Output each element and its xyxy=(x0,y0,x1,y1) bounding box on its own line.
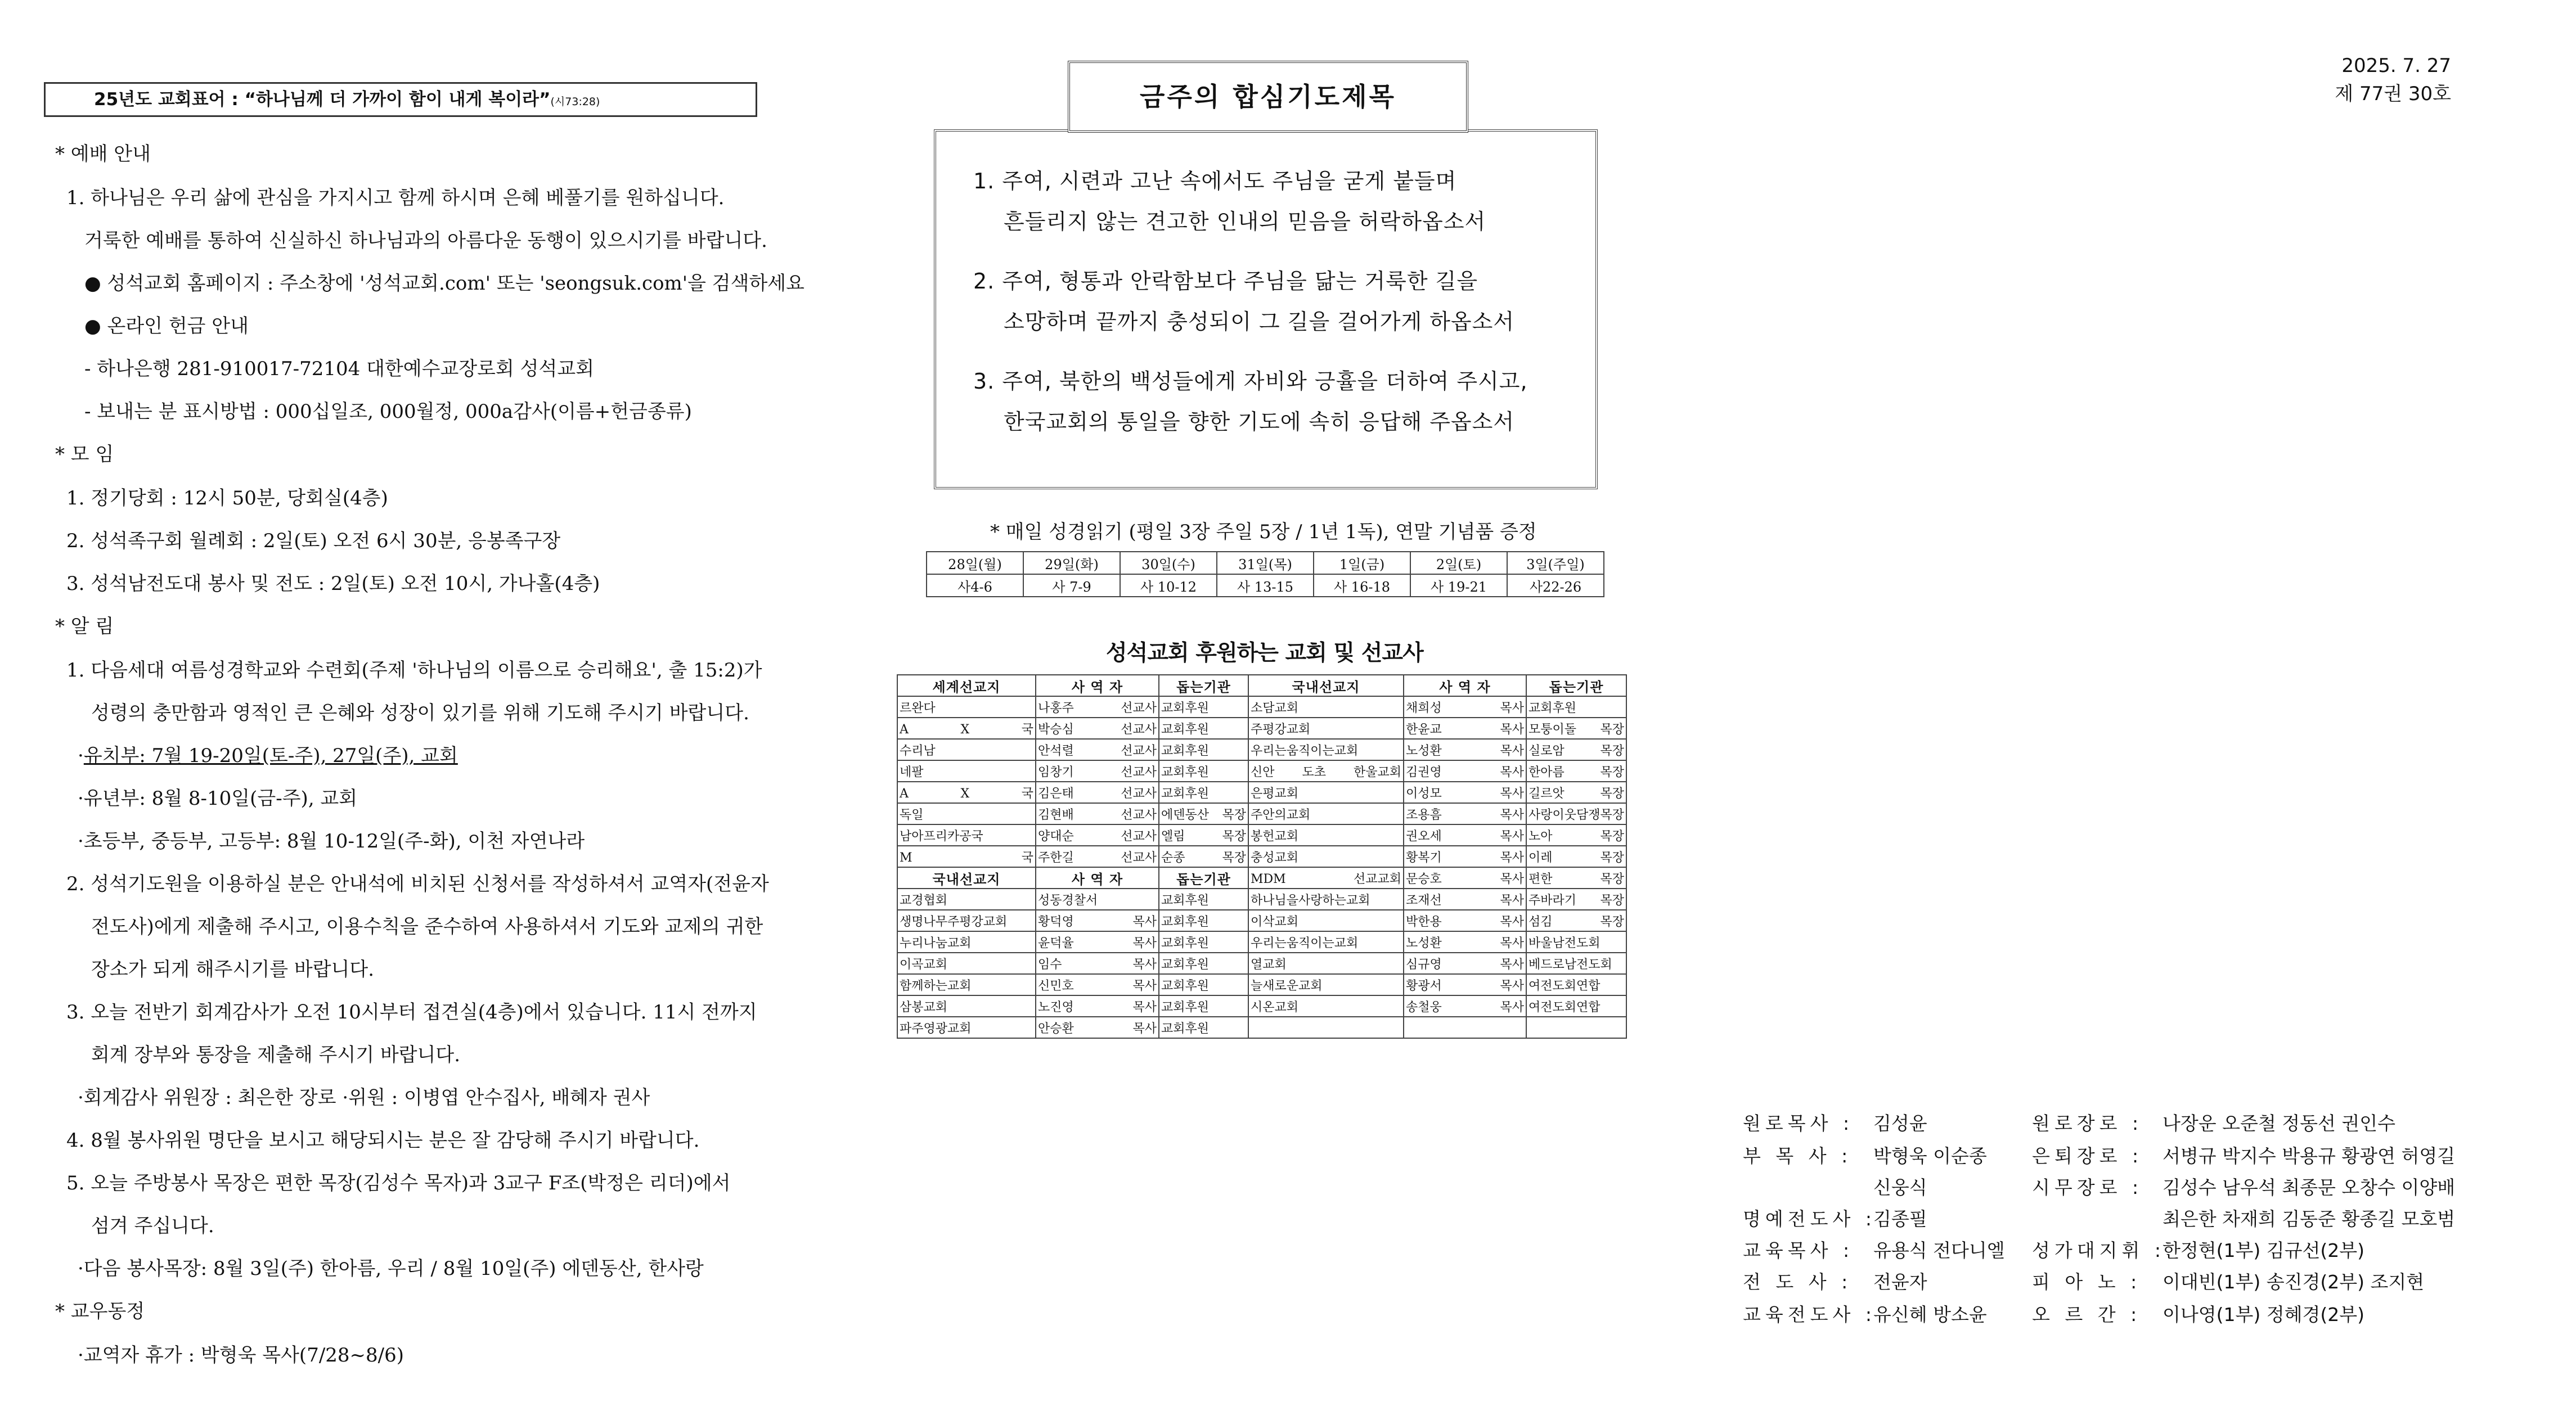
table-cell: 조재선 목사 xyxy=(1404,889,1526,910)
table-row xyxy=(897,889,1626,910)
staff-role: 명예전도사 : xyxy=(1743,1208,1876,1230)
table-cell: 순종 목장 xyxy=(1159,846,1248,867)
table-cell: 교회후원 xyxy=(1159,910,1248,931)
table-cell: 주한길 선교사 xyxy=(1036,846,1159,867)
prayer-line: 2. 주여, 형통과 안락함보다 주님을 닮는 거룩한 길을 xyxy=(973,269,1478,294)
table-row xyxy=(897,846,1626,867)
bible-reading-table xyxy=(926,551,1604,597)
staff-row xyxy=(1743,1236,2005,1263)
table-cell: A X 국 xyxy=(897,782,1036,803)
prayer-box xyxy=(934,129,1598,489)
table-cell: 돕는기관 xyxy=(1159,867,1248,889)
table-cell: 노성환 목사 xyxy=(1404,931,1526,953)
reading-chapter: 사 7-9 xyxy=(1023,574,1120,597)
table-row xyxy=(897,803,1626,824)
table-cell: 주바라기 목장 xyxy=(1526,889,1626,910)
worship-line: 1. 하나님은 우리 삶에 관심을 가지시고 함께 하시며 은혜 베풀기를 원하십니다. xyxy=(66,187,725,209)
reading-chapter: 사22-26 xyxy=(1507,574,1604,597)
prayer-title: 금주의 합심기도제목 xyxy=(1068,61,1468,133)
date-info xyxy=(2335,52,2451,108)
table-cell: 이성모 목사 xyxy=(1404,782,1526,803)
table-cell: 우리는움직이는교회 xyxy=(1248,931,1404,953)
reading-chapter: 사 10-12 xyxy=(1120,574,1217,597)
online-offering-title: ● 온라인 헌금 안내 xyxy=(84,315,249,337)
staff-row xyxy=(2032,1205,2455,1231)
staff-role: 교육목사 : xyxy=(1743,1239,1854,1261)
notice-line: 4. 8월 봉사위원 명단을 보시고 해당되시는 분은 잘 감당해 주시기 바랍니다. xyxy=(66,1129,700,1152)
reading-chapters-row xyxy=(927,574,1604,597)
table-row xyxy=(897,953,1626,974)
staff-row xyxy=(2032,1236,2364,1263)
table-cell: 채희성 목사 xyxy=(1404,696,1526,718)
table-cell: 노성환 목사 xyxy=(1404,739,1526,760)
table-cell: 생명나무주평강교회 xyxy=(897,910,1036,931)
table-cell: 박승심 선교사 xyxy=(1036,718,1159,739)
notice-line: 2. 성석기도원을 이용하실 분은 안내석에 비치된 신청서를 작성하셔서 교역자(전윤자 xyxy=(66,873,769,895)
staff-names: 한정현(1부) 김규선(2부) xyxy=(2163,1239,2365,1261)
table-cell: 여전도회연합 xyxy=(1526,995,1626,1017)
prayer-line: 3. 주여, 북한의 백성들에게 자비와 긍휼을 더하여 주시고, xyxy=(973,369,1528,394)
notice-line: 전도사)에게 제출해 주시고, 이용수칙을 준수하여 사용하셔서 기도와 교제의 귀한 xyxy=(91,916,763,938)
table-cell: 누리나눔교회 xyxy=(897,931,1036,953)
table-cell: 수리남 xyxy=(897,739,1036,760)
worship-section-title: * 예배 안내 xyxy=(55,143,151,165)
meeting-item: 2. 성석족구회 월례회 : 2일(토) 오전 6시 30분, 응봉족구장 xyxy=(66,530,561,552)
staff-names: 신웅식 xyxy=(1873,1176,1927,1198)
reading-day: 2일(토) xyxy=(1410,552,1507,574)
staff-role: 은퇴장로 : xyxy=(2032,1145,2143,1167)
table-cell: 황덕영 목사 xyxy=(1036,910,1159,931)
notice-line: 3. 오늘 전반기 회계감사가 오전 10시부터 접견실(4층)에서 있습니다. 11시 전까지 xyxy=(66,1001,757,1024)
table-cell: 실로암 목장 xyxy=(1526,739,1626,760)
table-cell: 김현배 선교사 xyxy=(1036,803,1159,824)
table-cell: 김은태 선교사 xyxy=(1036,782,1159,803)
table-cell: 교회후원 xyxy=(1159,995,1248,1017)
reading-days-row xyxy=(927,552,1604,574)
staff-names: 전윤자 xyxy=(1873,1271,1927,1293)
table-row xyxy=(897,760,1626,782)
reading-chapter: 사 16-18 xyxy=(1314,574,1410,597)
table-cell xyxy=(1404,1017,1526,1038)
prayer-line: 한국교회의 통일을 향한 기도에 속히 응답해 주옵소서 xyxy=(1004,409,1515,434)
table-cell: 임수 목사 xyxy=(1036,953,1159,974)
header-cell: 돕는기관 xyxy=(1159,675,1248,696)
table-cell: 함께하는교회 xyxy=(897,974,1036,995)
reading-chapter: 사 19-21 xyxy=(1410,574,1507,597)
staff-role: 교육전도사 : xyxy=(1743,1304,1876,1326)
notice-line: 장소가 되게 해주시기를 바랍니다. xyxy=(91,958,375,981)
staff-names: 유용식 전다니엘 xyxy=(1873,1239,2005,1261)
header-cell: 사 역 자 xyxy=(1036,675,1159,696)
table-cell: 주안의교회 xyxy=(1248,803,1404,824)
staff-role: 시무장로 : xyxy=(2032,1176,2143,1198)
staff-role: 오 르 간 : xyxy=(2032,1304,2142,1326)
staff-names: 김성수 남우석 최종문 오창수 이양배 xyxy=(2163,1176,2456,1198)
table-cell: 권오세 목사 xyxy=(1404,824,1526,846)
table-cell: 남아프리카공국 xyxy=(897,824,1036,846)
news-item: ·교역자 휴가 : 박형욱 목사(7/28~8/6) xyxy=(78,1344,404,1367)
table-cell: 열교회 xyxy=(1248,953,1404,974)
table-row xyxy=(897,739,1626,760)
staff-row xyxy=(1743,1300,1987,1327)
notice-line: 회계 장부와 통장을 제출해 주시기 바랍니다. xyxy=(91,1044,461,1066)
mission-support-table xyxy=(897,674,1627,1039)
bulletin-date: 2025. 7. 27 xyxy=(2341,55,2451,77)
table-cell: 안석렬 선교사 xyxy=(1036,739,1159,760)
staff-role: 원로목사 : xyxy=(1743,1112,1854,1134)
church-motto xyxy=(44,82,757,117)
table-cell xyxy=(1526,1017,1626,1038)
homepage-info: ● 성석교회 홈페이지 : 주소창에 '성석교회.com' 또는 'seongsuk.com'을 검색하세요 xyxy=(84,272,804,295)
table-cell: 이곡교회 xyxy=(897,953,1036,974)
notice-line: 5. 오늘 주방봉사 목장은 편한 목장(김성수 목자)과 3교구 F조(박정은 리더)에서 xyxy=(66,1172,731,1194)
table-cell: 편한 목장 xyxy=(1526,867,1626,889)
table-cell: M 국 xyxy=(897,846,1036,867)
table-row xyxy=(897,974,1626,995)
reading-day: 28일(월) xyxy=(927,552,1023,574)
table-cell: 교회후원 xyxy=(1159,1017,1248,1038)
staff-role: 전 도 사 : xyxy=(1743,1271,1853,1293)
header-cell: 국내선교지 xyxy=(1248,675,1404,696)
table-cell: 충성교회 xyxy=(1248,846,1404,867)
table-cell: 하나님을사랑하는교회 xyxy=(1248,889,1404,910)
table-cell: 모퉁이돌 목장 xyxy=(1526,718,1626,739)
table-cell: 조용흠 목사 xyxy=(1404,803,1526,824)
table-cell: 교회후원 xyxy=(1159,974,1248,995)
staff-names: 유신혜 방소윤 xyxy=(1873,1304,1987,1326)
notice-line xyxy=(55,734,803,777)
table-row xyxy=(897,910,1626,931)
table-cell: 임창기 선교사 xyxy=(1036,760,1159,782)
table-cell: 나홍주 선교사 xyxy=(1036,696,1159,718)
motto-reference: (시73:28) xyxy=(550,96,600,108)
table-cell: 늘새로운교회 xyxy=(1248,974,1404,995)
notice-line: ·초등부, 중등부, 고등부: 8월 10-12일(주-화), 이천 자연나라 xyxy=(78,830,585,853)
prayer-item xyxy=(973,261,1595,342)
staff-row xyxy=(2032,1109,2395,1135)
meeting-item: 1. 정기당회 : 12시 50분, 당회실(4층) xyxy=(66,487,388,510)
table-cell: 신민호 목사 xyxy=(1036,974,1159,995)
table-row xyxy=(897,718,1626,739)
table-cell: 여전도회연합 xyxy=(1526,974,1626,995)
reading-chapter: 사4-6 xyxy=(927,574,1023,597)
staff-names: 김종필 xyxy=(1873,1208,1927,1230)
staff-row xyxy=(1743,1109,1927,1135)
table-cell: 성동경찰서 xyxy=(1036,889,1159,910)
staff-row xyxy=(1743,1205,1927,1231)
reading-day: 3일(주일) xyxy=(1507,552,1604,574)
table-cell: 주평강교회 xyxy=(1248,718,1404,739)
prayer-line: 소망하며 끝까지 충성되이 그 길을 걸어가게 하옵소서 xyxy=(1004,309,1515,334)
staff-names: 최은한 차재희 김동준 황종길 모호범 xyxy=(2163,1208,2456,1230)
table-cell: 황복기 목사 xyxy=(1404,846,1526,867)
reading-day: 29일(화) xyxy=(1023,552,1120,574)
table-cell: 교경협회 xyxy=(897,889,1036,910)
table-cell: 에덴동산 목장 xyxy=(1159,803,1248,824)
table-cell: 신안 도초 한울교회 xyxy=(1248,760,1404,782)
table-cell: 문승호 목사 xyxy=(1404,867,1526,889)
table-cell: 엘림 목장 xyxy=(1159,824,1248,846)
prayer-item xyxy=(973,361,1595,442)
staff-role: 원로장로 : xyxy=(2032,1112,2143,1134)
reading-chapter: 사 13-15 xyxy=(1217,574,1314,597)
table-cell: 삼봉교회 xyxy=(897,995,1036,1017)
notice-line: ·다음 봉사목장: 8월 3일(주) 한아름, 우리 / 8월 10일(주) 에덴동산, 한사랑 xyxy=(78,1257,704,1280)
reading-day: 1일(금) xyxy=(1314,552,1410,574)
table-cell: 바울남전도회 xyxy=(1526,931,1626,953)
table-cell: 사 역 자 xyxy=(1036,867,1159,889)
table-cell: 한아름 목장 xyxy=(1526,760,1626,782)
staff-row xyxy=(1743,1173,1927,1200)
table-cell: 베드로남전도회 xyxy=(1526,953,1626,974)
notice-line: ·회계감사 위원장 : 최은한 장로 ·위원 : 이병엽 안수집사, 배혜자 권사 xyxy=(78,1087,650,1109)
table-cell: 한윤교 목사 xyxy=(1404,718,1526,739)
staff-names: 서병규 박지수 박용규 황광연 허영길 xyxy=(2163,1145,2456,1167)
reading-day: 31일(목) xyxy=(1217,552,1314,574)
notice-line: 성령의 충만함과 영적인 큰 은혜와 성장이 있기를 위해 기도해 주시기 바랍니다. xyxy=(91,702,749,724)
staff-row xyxy=(2032,1300,2364,1327)
table-cell: 교회후원 xyxy=(1159,760,1248,782)
sender-format: - 보내는 분 표시방법 : 000십일조, 000월정, 000a감사(이름+헌금종류) xyxy=(84,400,692,423)
staff-role: 부 목 사 : xyxy=(1743,1145,1853,1167)
table-cell: 이삭교회 xyxy=(1248,910,1404,931)
staff-names: 박형욱 이순종 xyxy=(1873,1145,1987,1167)
table-cell: 이레 목장 xyxy=(1526,846,1626,867)
header-cell: 사 역 자 xyxy=(1404,675,1526,696)
table-cell: 교회후원 xyxy=(1159,889,1248,910)
table-cell: 양대순 선교사 xyxy=(1036,824,1159,846)
table-cell: A X 국 xyxy=(897,718,1036,739)
bulletin-volume: 제 77권 30호 xyxy=(2335,83,2451,105)
table-cell: 르완다 xyxy=(897,696,1036,718)
motto-text: 25년도 교회표어 : “하나님께 더 가까이 함이 내게 복이라” xyxy=(94,89,551,110)
staff-names: 김성윤 xyxy=(1873,1112,1927,1134)
prayer-item xyxy=(973,161,1595,242)
table-cell: 박한용 목사 xyxy=(1404,910,1526,931)
staff-names: 나장운 오준철 정동선 권인수 xyxy=(2163,1112,2396,1134)
staff-row xyxy=(1743,1268,1927,1294)
table-cell: 송철웅 목사 xyxy=(1404,995,1526,1017)
table-cell: 봉헌교회 xyxy=(1248,824,1404,846)
table-row xyxy=(897,1017,1626,1038)
table-cell: 김권영 목사 xyxy=(1404,760,1526,782)
staff-names: 이대빈(1부) 송진경(2부) 조지현 xyxy=(2163,1271,2425,1293)
table-cell: 황광서 목사 xyxy=(1404,974,1526,995)
kindergarten-schedule: 유치부: 7월 19-20일(토-주), 27일(주), 교회 xyxy=(83,745,458,767)
table-cell: 교회후원 xyxy=(1159,718,1248,739)
notice-line: ·유년부: 8월 8-10일(금-주), 교회 xyxy=(78,787,358,810)
table-row xyxy=(897,782,1626,803)
table-cell: 윤덕율 목사 xyxy=(1036,931,1159,953)
table-row xyxy=(897,824,1626,846)
bullet: · xyxy=(78,745,84,767)
table-cell: 교회후원 xyxy=(1159,739,1248,760)
table-cell: 파주영광교회 xyxy=(897,1017,1036,1038)
staff-row xyxy=(1743,1142,1987,1168)
prayer-line: 1. 주여, 시련과 고난 속에서도 주님을 굳게 붙들며 xyxy=(973,169,1457,193)
meeting-item: 3. 성석남전도대 봉사 및 전도 : 2일(토) 오전 10시, 가나홀(4층) xyxy=(66,572,600,595)
announcements xyxy=(55,133,803,1377)
support-title: 성석교회 후원하는 교회 및 선교사 xyxy=(1106,641,1423,666)
reading-day: 30일(수) xyxy=(1120,552,1217,574)
news-section-title: * 교우동정 xyxy=(55,1300,145,1323)
table-cell: 길르앗 목장 xyxy=(1526,782,1626,803)
staff-row xyxy=(2032,1268,2424,1294)
table-row xyxy=(897,995,1626,1017)
notice-line: 1. 다음세대 여름성경학교와 수련회(주제 '하나님의 이름으로 승리해요', 출 15:2)가 xyxy=(66,659,762,682)
table-cell: 시온교회 xyxy=(1248,995,1404,1017)
table-cell: 교회후원 xyxy=(1159,953,1248,974)
table-cell: 안승환 목사 xyxy=(1036,1017,1159,1038)
table-cell: 노진영 목사 xyxy=(1036,995,1159,1017)
table-cell: 우리는움직이는교회 xyxy=(1248,739,1404,760)
staff-role: 성가대지휘 : xyxy=(2032,1239,2165,1261)
header-cell: 돕는기관 xyxy=(1526,675,1626,696)
worship-line: 거룩한 예배를 통하여 신실하신 하나님과의 아름다운 동행이 있으시기를 바랍니다. xyxy=(84,229,767,252)
table-cell: 교회후원 xyxy=(1159,782,1248,803)
table-cell: 교회후원 xyxy=(1159,696,1248,718)
table-header-row xyxy=(897,675,1626,696)
table-cell: 교회후원 xyxy=(1159,931,1248,953)
staff-names: 이나영(1부) 정혜경(2부) xyxy=(2163,1304,2365,1326)
table-cell: 은평교회 xyxy=(1248,782,1404,803)
bible-reading-note: * 매일 성경읽기 (평일 3장 주일 5장 / 1년 1독), 연말 기념품 증정 xyxy=(990,521,1537,543)
table-cell: 사랑이웃담쟁목장 xyxy=(1526,803,1626,824)
meeting-section-title: * 모 임 xyxy=(55,443,114,466)
table-cell xyxy=(1248,1017,1404,1038)
table-row xyxy=(897,931,1626,953)
bank-account: - 하나은행 281-910017-72104 대한예수교장로회 성석교회 xyxy=(84,358,595,380)
table-cell: 소담교회 xyxy=(1248,696,1404,718)
notice-section-title: * 알 림 xyxy=(55,615,114,638)
prayer-line: 흔들리지 않는 견고한 인내의 믿음을 허락하옵소서 xyxy=(1004,209,1486,234)
table-cell: 독일 xyxy=(897,803,1036,824)
table-cell: 네팔 xyxy=(897,760,1036,782)
staff-role: 피 아 노 : xyxy=(2032,1271,2142,1293)
staff-row xyxy=(2032,1173,2455,1200)
table-cell: 섬김 목장 xyxy=(1526,910,1626,931)
table-cell: 국내선교지 xyxy=(897,867,1036,889)
table-cell: 교회후원 xyxy=(1526,696,1626,718)
header-cell: 세계선교지 xyxy=(897,675,1036,696)
table-row xyxy=(897,867,1626,889)
table-cell: 심규영 목사 xyxy=(1404,953,1526,974)
notice-line: 섬겨 주십니다. xyxy=(91,1215,214,1237)
table-row xyxy=(897,696,1626,718)
table-cell: MDM 선교교회 xyxy=(1248,867,1404,889)
table-cell: 노아 목장 xyxy=(1526,824,1626,846)
staff-row xyxy=(2032,1142,2455,1168)
